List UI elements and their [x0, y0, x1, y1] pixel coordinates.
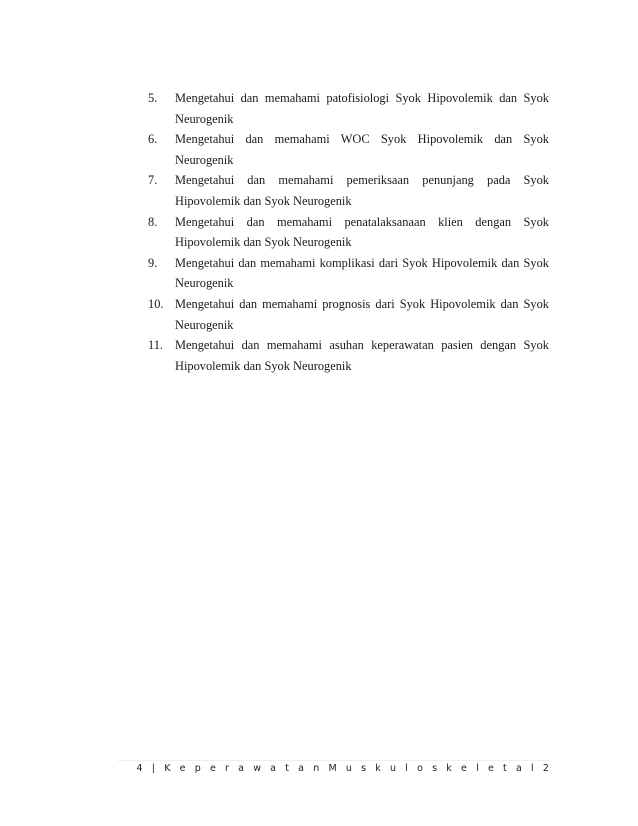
- list-item-number: 8.: [148, 214, 158, 229]
- list-item: [148, 170, 549, 211]
- footer-divider: [118, 760, 550, 761]
- list-item-number: 6.: [148, 132, 158, 147]
- list-item-text: Mengetahui dan memahami penatalaksanaan klien dengan Syok Hipovolemik dan Syok Neurogenik: [175, 214, 549, 250]
- list-item-text: Mengetahui dan memahami prognosis dari Syok Hipovolemik dan Syok Neurogenik: [175, 296, 549, 332]
- list-item: [148, 335, 549, 376]
- list-item-text: Mengetahui dan memahami WOC Syok Hipovolemik dan Syok Neurogenik: [175, 132, 549, 167]
- list-item-number: 5.: [148, 91, 158, 105]
- list-item: [148, 253, 549, 294]
- list-item-number: 9.: [148, 255, 158, 270]
- list-item-text: Mengetahui dan memahami komplikasi dari Syok Hipovolemik dan Syok Neurogenik: [175, 255, 549, 291]
- page-footer: 4 | K e p e r a w a t a n M u s k u l o s k e l e t a l 2: [136, 763, 552, 774]
- objectives-list: [148, 88, 549, 376]
- list-item: [148, 212, 549, 253]
- list-item-number: 11.: [148, 338, 164, 353]
- list-item-number: 10.: [148, 296, 164, 311]
- list-item-text: Mengetahui dan memahami patofisiologi Syok Hipovolemik dan Syok Neurogenik: [175, 91, 549, 126]
- list-item-number: 7.: [148, 173, 158, 188]
- list-item: [148, 88, 549, 129]
- list-item-text: Mengetahui dan memahami asuhan keperawatan pasien dengan Syok Hipovolemik dan Syok Neurogenik: [175, 338, 549, 373]
- list-item: [148, 129, 549, 170]
- list-item: [148, 294, 549, 335]
- list-item-text: Mengetahui dan memahami pemeriksaan penunjang pada Syok Hipovolemik dan Syok Neurogenik: [175, 173, 549, 208]
